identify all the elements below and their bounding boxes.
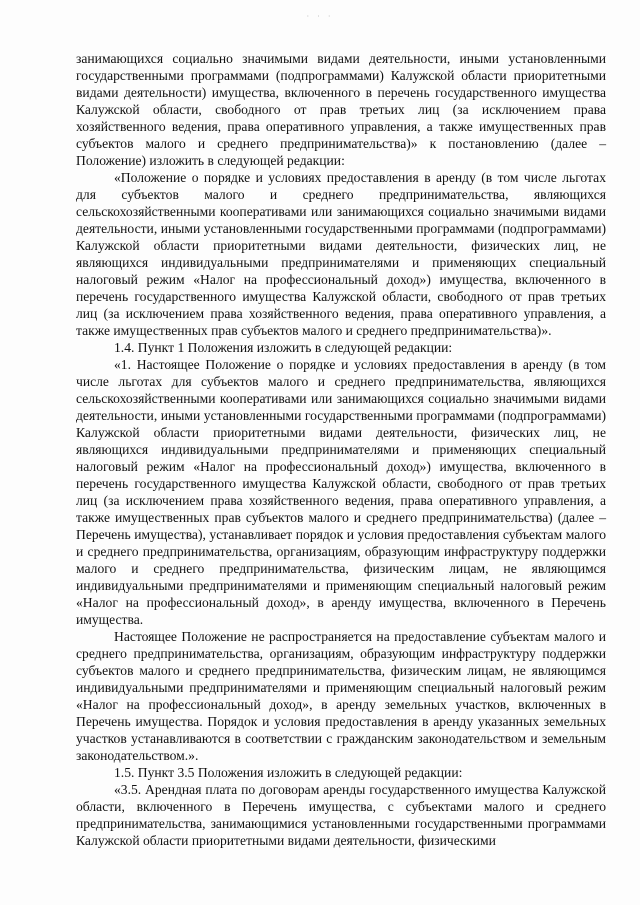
paragraph-continuation: занимающихся социально значимыми видами деятельности, иными установленными государственными программами (подпрограммами) Калужской области приоритетными видами деятельности) имущества, включенного в перечень государственного имущества Калужской области, свободного от прав третьих лиц (за исключением права хозяйственного ведения, права оперативного управления, а также имущественных прав субъектов малого и среднего предпринимательства)» к постановлению (далее – Положение) изложить в следующей редакции: <box>76 51 606 168</box>
paragraph-clause-3-5: «3.5. Арендная плата по договорам аренды государственного имущества Калужской области, включенного в Перечень имущества, с субъектами малого и среднего предпринимательства, занимающимися установленными государственными программами Калужской области приоритетными видами деятельности, физическими <box>76 782 606 848</box>
paragraph-position-title: «Положение о порядке и условиях предоставления в аренду (в том числе льготах для субъектов малого и среднего предпринимательства, являющихся сельскохозяйственными кооперативами или занимающихся социально значимыми видами деятельности, иными установленными государственными программами (подпрограммами) Калужской области приоритетными видами деятельности, физических лиц, не являющихся индивидуальными предпринимателями и применяющих специальный налоговый режим «Налог на профессиональный доход») имущества, включенного в перечень государственного имущества Калужской области, свободного от прав третьих лиц (за исключением права хозяйственного ведения, права оперативного управления, а также имущественных прав субъектов малого и среднего предпринимательства)». <box>76 170 606 338</box>
paragraph-item-1-4: 1.4. Пункт 1 Положения изложить в следующей редакции: <box>114 340 453 355</box>
paragraph-clause-1: «1. Настоящее Положение о порядке и условиях предоставления в аренду (в том числе льготах для субъектов малого и среднего предпринимательства, являющихся сельскохозяйственными кооперативами или занимающихся социально значимыми видами деятельности, иными установленными государственными программами (подпрограммами) Калужской области приоритетными видами деятельности, физических лиц, не являющихся индивидуальными предпринимателями и применяющих специальный налоговый режим «Налог на профессиональный доход») имущества, включенного в перечень государственного имущества Калужской области, свободного от прав третьих лиц (за исключением права хозяйственного ведения, права оперативного управления, а также имущественных прав субъектов малого и среднего предпринимательства) (далее – Перечень имущества), устанавливает порядок и условия предоставления субъектам малого и среднего предпринимательства, организациям, образующим инфраструктуру поддержки малого и среднего предпринимательства, физическим лицам, не являющимся индивидуальными предпринимателями и применяющим специальный налоговый режим «Налог на профессиональный доход», в аренду имущества, включенного в Перечень имущества. <box>76 357 606 627</box>
page-mark: · · · <box>306 12 334 21</box>
document-body <box>76 50 606 849</box>
paragraph-exclusion: Настоящее Положение не распространяется на предоставление субъектам малого и среднего предпринимательства, организациям, образующим инфраструктуру поддержки субъектов малого и среднего предпринимательства, физическим лицам, не являющимся индивидуальными предпринимателями и применяющим специальный налоговый режим «Налог на профессиональный доход», в аренду земельных участков, включенных в Перечень имущества. Порядок и условия предоставления в аренду указанных земельных участков устанавливаются в соответствии с гражданским законодательством и земельным законодательством.». <box>76 629 606 763</box>
paragraph-item-1-5: 1.5. Пункт 3.5 Положения изложить в следующей редакции: <box>114 765 463 780</box>
